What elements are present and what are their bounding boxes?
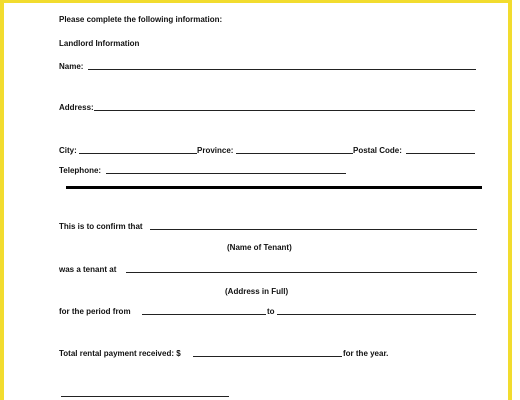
period-to-field[interactable] — [277, 314, 476, 315]
city-label: City: — [59, 146, 77, 155]
telephone-label: Telephone: — [59, 166, 102, 175]
telephone-field[interactable] — [106, 173, 346, 174]
address-label: Address: — [59, 103, 94, 112]
province-field[interactable] — [236, 153, 353, 154]
section-title: Landlord Information — [59, 39, 140, 48]
postal-code-label: Postal Code: — [353, 146, 402, 155]
to-label: to — [267, 307, 275, 316]
tenant-caption: (Name of Tenant) — [227, 243, 292, 252]
period-from-field[interactable] — [142, 314, 266, 315]
was-tenant-label: was a tenant at — [59, 265, 117, 274]
period-from-label: for the period from — [59, 307, 131, 316]
confirm-label: This is to confirm that — [59, 222, 143, 231]
postal-code-field[interactable] — [406, 153, 475, 154]
address-field[interactable] — [94, 110, 475, 111]
total-rent-field[interactable] — [193, 356, 342, 357]
for-year-label: for the year. — [343, 349, 389, 358]
name-label: Name: — [59, 62, 84, 71]
city-field[interactable] — [79, 153, 197, 154]
address-caption: (Address in Full) — [225, 287, 289, 296]
province-label: Province: — [197, 146, 234, 155]
signature-field[interactable] — [61, 396, 229, 397]
tenant-address-field[interactable] — [126, 272, 477, 273]
section-divider — [66, 186, 482, 189]
total-rent-label: Total rental payment received: $ — [59, 349, 181, 358]
tenant-name-field[interactable] — [150, 229, 477, 230]
name-field[interactable] — [88, 69, 476, 70]
form-intro: Please complete the following information: — [59, 15, 223, 24]
